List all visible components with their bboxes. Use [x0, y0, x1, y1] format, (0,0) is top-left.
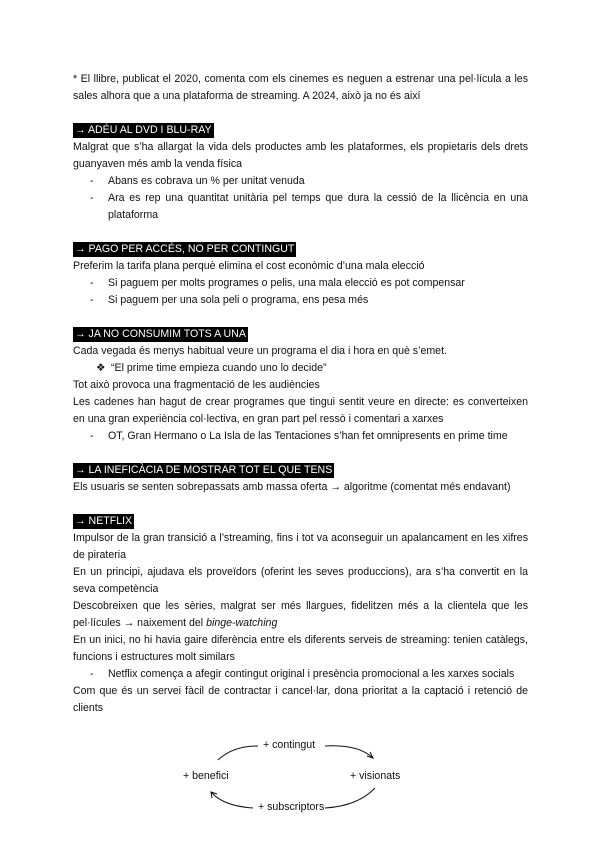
document-page — [73, 71, 528, 813]
cycle-label-left: + benefici — [183, 770, 229, 782]
diamond-bullet-icon: ❖ — [96, 362, 106, 374]
dash-bullet: - — [90, 430, 94, 442]
paragraph: Preferim la tarifa plana perquè elimina el cost econòmic d’una mala elecció — [73, 260, 425, 272]
paragraph: Cada vegada és menys habitual veure un programa el dia i hora en què s’emet. — [73, 345, 447, 357]
list-item: - Netflix comença a afegir contingut original i presència promocional a les xarxes socials — [73, 666, 528, 683]
section-netflix — [73, 513, 528, 717]
section-consum — [73, 326, 528, 445]
dash-bullet: - — [90, 294, 94, 306]
intro-note: * El llibre, publicat el 2020, comenta com els cinemes es neguen a estrenar una pel·lícula a les sales alhora que a una plataforma de streaming. A 2024, això ja no és així — [73, 73, 528, 102]
paragraph: Les cadenes han hagut de crear programes que tingui sentit veure en directe: es converteixen en una gran experiència col·lectiva, en gran part pel ressò i comentari a xarxes — [73, 396, 528, 425]
arc-top-right — [325, 746, 373, 758]
paragraph: Els usuaris se senten sobrepassats amb massa oferta → algoritme (comentat més endavant) — [73, 481, 511, 493]
emphasis-term: binge-watching — [206, 617, 278, 629]
dash-bullet: - — [90, 668, 94, 680]
section-pago-acces — [73, 241, 528, 309]
section-heading: → JA NO CONSUMIM TOTS A UNA — [75, 328, 246, 340]
paragraph: En un inici, no hi havia gaire diferència entre els diferents serveis de streaming: tenien catàlegs, funcions i estructures molt similars — [73, 634, 528, 663]
bullet-list — [73, 428, 528, 445]
paragraph: En un principi, ajudava els proveïdors (oferint les seves produccions), ara s’ha convertit en la seva competència — [73, 566, 528, 595]
arc-bottom-left — [211, 792, 253, 808]
paragraph: Impulsor de la gran transició a l’streaming, fins i tot va aconseguir un apalancament en les xifres de pirateria — [73, 532, 528, 561]
cycle-label-top: + contingut — [263, 739, 316, 751]
bullet-list — [73, 275, 528, 309]
list-item: - OT, Gran Hermano o La Isla de las Tentaciones s’han fet omnipresents en prime time — [73, 428, 528, 445]
section-heading: → NETFLIX — [75, 515, 133, 527]
dash-bullet: - — [90, 192, 94, 204]
paragraph: Descobreixen que les sèries, malgrat ser més llargues, fidelitzen més a la clientela que les pel·lícules → naixement del binge-watching — [73, 600, 528, 629]
cycle-label-bottom: + subscriptors — [258, 801, 325, 813]
section-heading: → PAGO PER ACCÉS, NO PER CONTINGUT — [75, 243, 295, 255]
paragraph: Malgrat que s’ha allargat la vida dels productes amb les plataformes, els propietaris dels drets guanyaven més amb la venda física — [73, 141, 528, 170]
list-item: - Ara es rep una quantitat unitària pel temps que dura la cessió de la llicència en una plataforma — [90, 192, 528, 221]
list-item: ❖ “El prime time empieza cuando uno lo decide” — [73, 360, 528, 377]
paragraph: Tot això provoca una fragmentació de les audiències — [73, 379, 320, 391]
section-heading: → ADÉU AL DVD I BLU-RAY — [75, 124, 212, 136]
list-item: - Si paguem per una sola peli o programa, ens pesa més — [73, 292, 528, 309]
bullet-list — [73, 173, 528, 224]
dash-bullet: - — [90, 277, 94, 289]
paragraph: Com que és un servei fàcil de contractar i cancel·lar, dona prioritat a la captació i retenció de clients — [73, 685, 528, 714]
section-heading: → LA INEFICÀCIA DE MOSTRAR TOT EL QUE TENS — [75, 464, 333, 476]
dash-bullet: - — [90, 175, 94, 187]
arc-bottom-right — [325, 788, 375, 808]
cycle-label-right: + visionats — [350, 770, 401, 782]
bullet-list — [73, 666, 528, 683]
bullet-list — [73, 360, 528, 377]
section-ineficacia — [73, 462, 528, 496]
cycle-diagram — [73, 738, 528, 818]
arc-top-left — [218, 746, 258, 760]
section-dvd — [73, 122, 528, 224]
list-item: - Si paguem per molts programes o pelis, una mala elecció es pot compensar — [73, 275, 528, 292]
list-item: - Abans es cobrava un % per unitat venuda — [73, 173, 528, 190]
